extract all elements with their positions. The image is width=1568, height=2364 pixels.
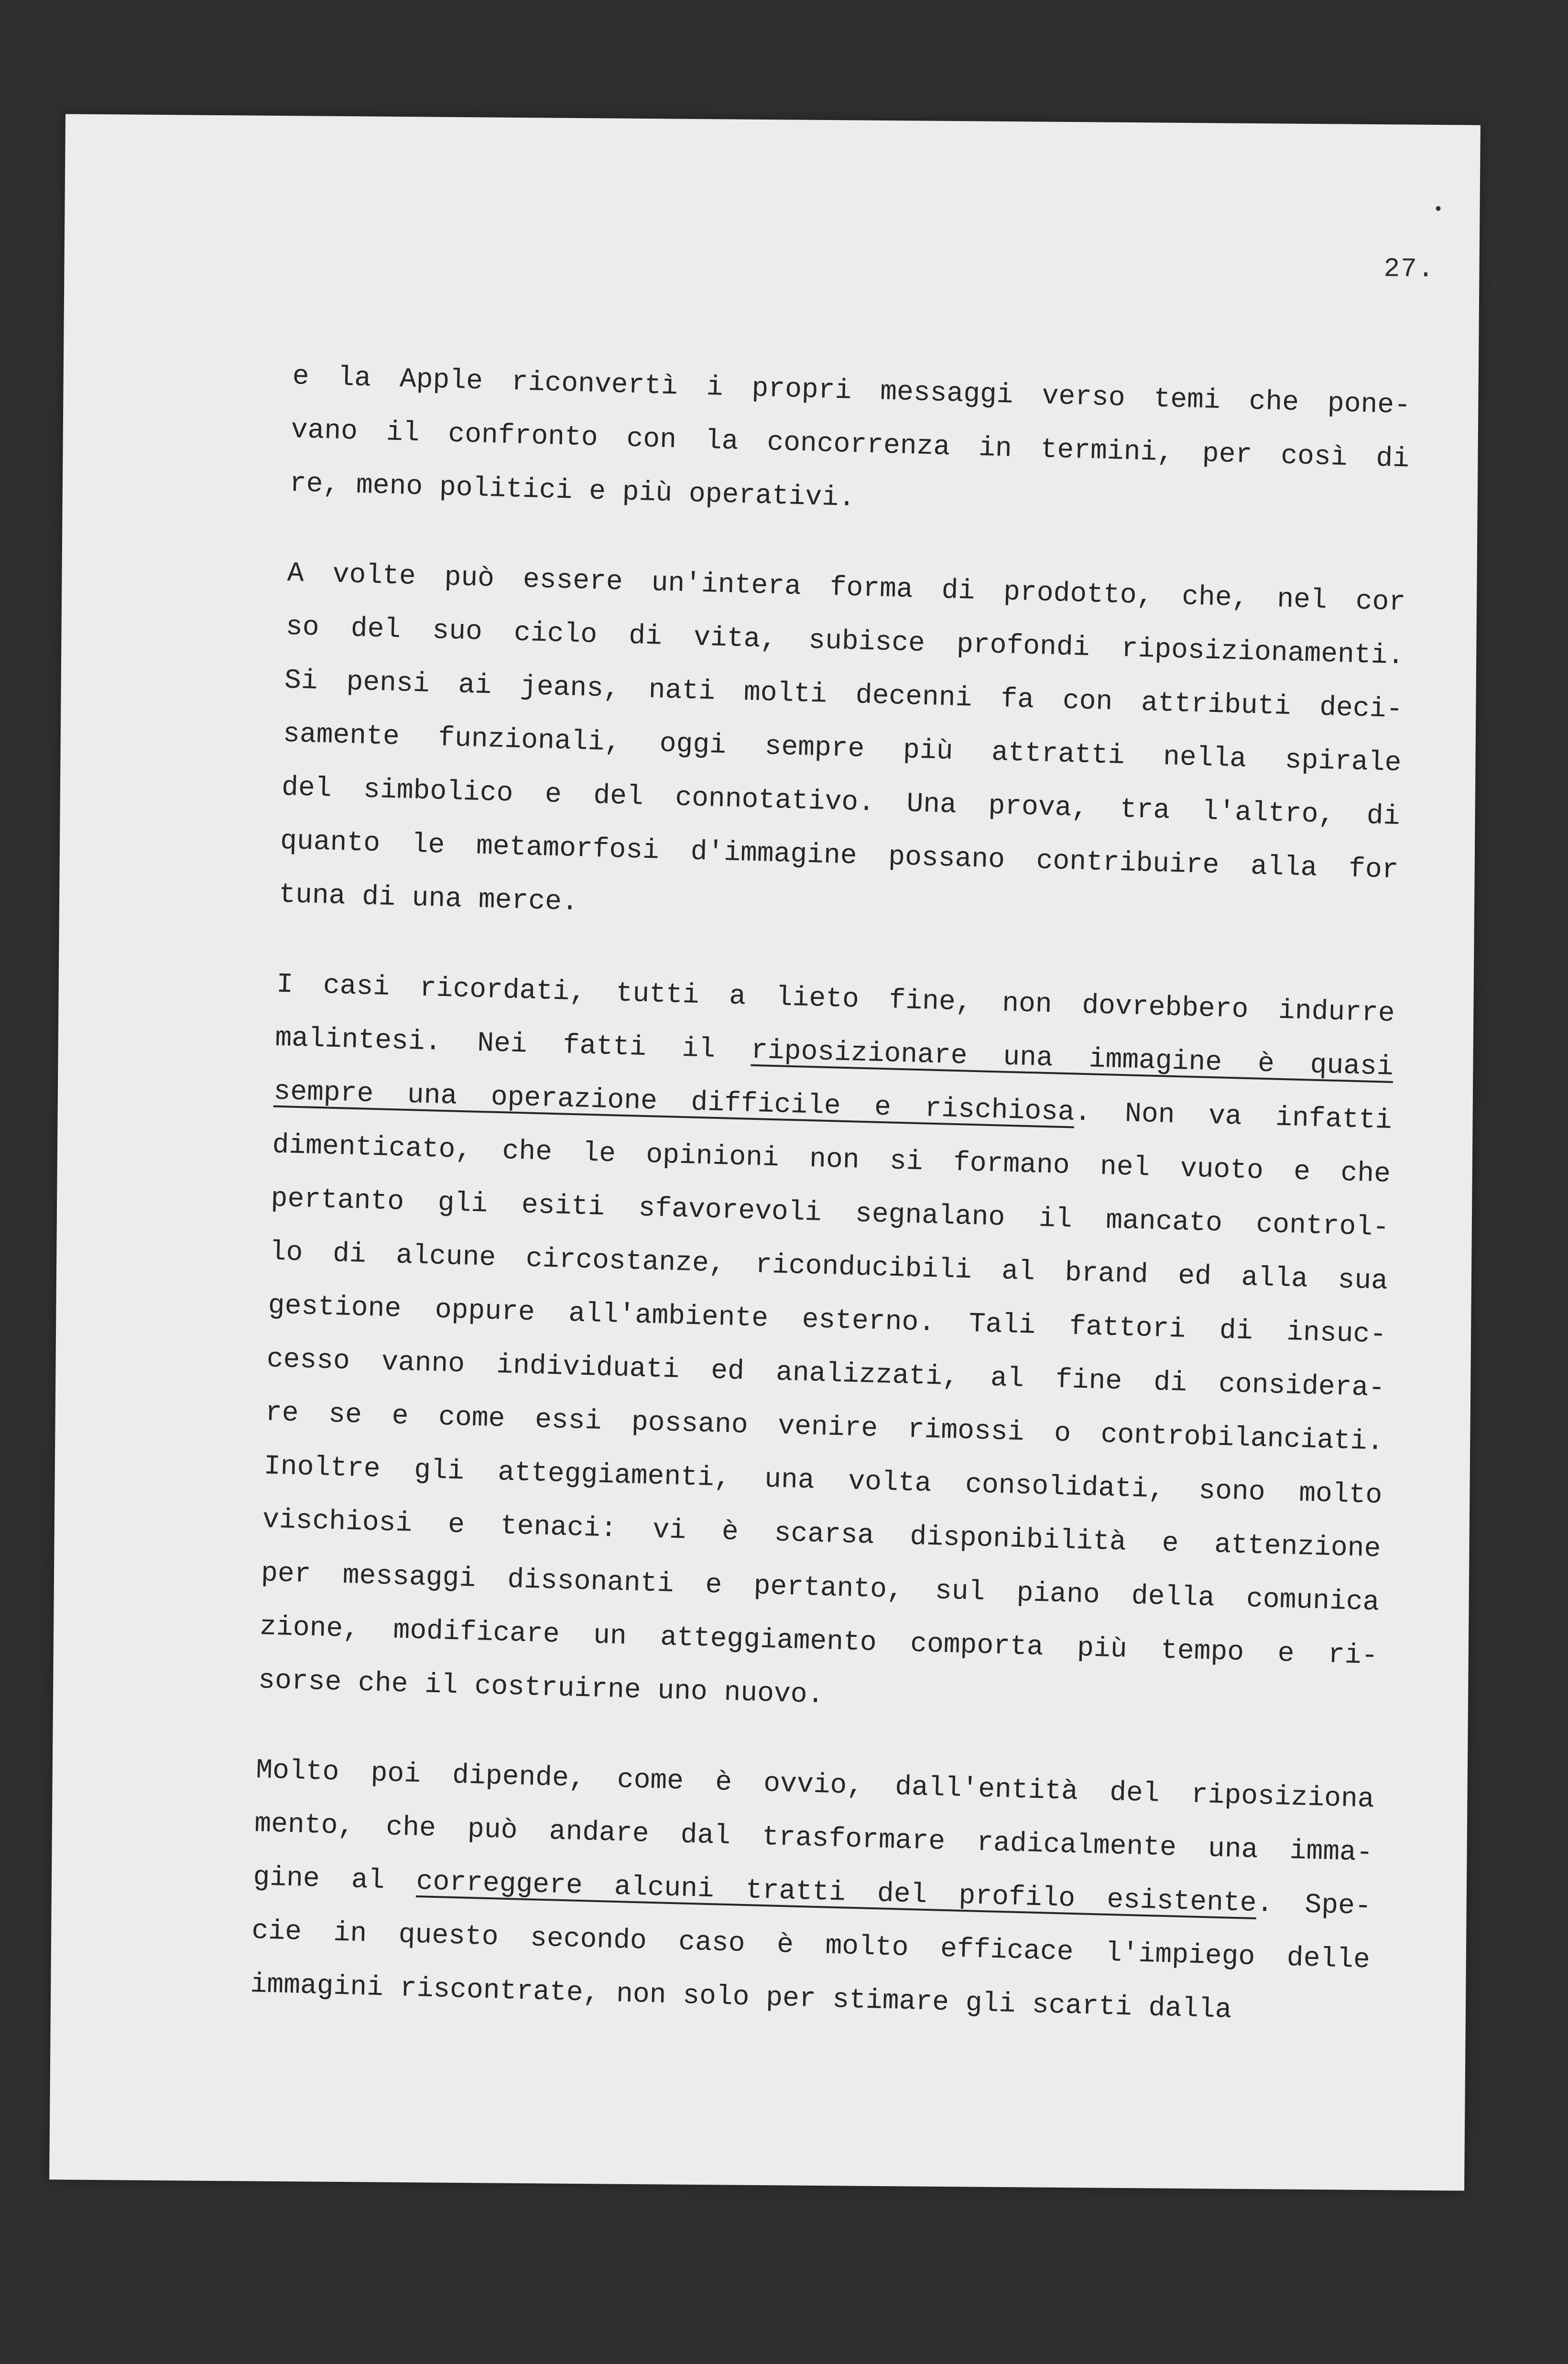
text-segment: gestione oppure all'ambiente esterno. Tali fattori di insuc- — [267, 1290, 1387, 1351]
text-segment: cesso vanno individuati ed analizzati, al fine di considera- — [266, 1344, 1385, 1404]
text-segment: vano il confronto con la concorrenza in termini, per così di — [290, 415, 1410, 475]
underlined-text: correggere alcuni tratti del profilo esistente — [415, 1866, 1257, 1920]
text-segment: . Non va infatti — [1074, 1097, 1393, 1137]
text-segment: tuna di una merce. — [278, 879, 579, 919]
text-segment: zione, modificare un atteggiamento comporta più tempo e ri- — [259, 1611, 1379, 1672]
text-segment: malintesi. Nei fatti il — [274, 1022, 751, 1066]
text-segment: sorse che il costruirne uno nuovo. — [258, 1665, 825, 1711]
text-segment: vischiosi e tenaci: vi è scarsa disponibilità e attenzione — [262, 1504, 1382, 1565]
text-segment: gine al — [252, 1862, 417, 1898]
paragraph — [250, 1744, 1375, 2041]
text-segment: per messaggi dissonanti e pertanto, sul piano della comunica — [261, 1558, 1380, 1619]
text-segment: . Spe- — [1256, 1888, 1372, 1923]
body-text — [249, 350, 1411, 2077]
underlined-text: sempre una operazione difficile e rischiosa — [273, 1076, 1075, 1128]
text-segment: re se e come essi possano venire rimossi o controbilanciati. — [265, 1397, 1384, 1458]
text-segment: immagini riscontrate, non solo per stimare gli scarti dalla — [250, 1969, 1232, 2026]
text-segment: mento, che può andare dal trasformare radicalmente una imma- — [254, 1808, 1373, 1869]
speck-mark — [1493, 279, 1498, 284]
text-segment: Molto poi dipende, come è ovvio, dall'entità del riposiziona — [255, 1755, 1375, 1816]
text-segment: lo di alcune circostanze, riconducibili al brand ed alla sua — [269, 1237, 1388, 1297]
text-segment: re, meno politici e più operativi. — [289, 468, 856, 514]
text-segment: I casi ricordati, tutti a lieto fine, non dovrebbero indurre — [276, 969, 1395, 1029]
paragraph — [258, 958, 1395, 1737]
text-segment: Inoltre gli atteggiamenti, una volta consolidati, sono molto — [263, 1451, 1383, 1511]
document-page — [49, 114, 1481, 2190]
text-segment: dimenticato, che le opinioni non si formano nel vuoto e che — [272, 1129, 1391, 1190]
text-segment: quanto le metamorfosi d'immagine possano contribuire alla for — [280, 825, 1399, 886]
text-segment: Si pensi ai jeans, nati molti decenni fa con attributi deci- — [284, 665, 1404, 726]
text-segment: e la Apple riconvertì i propri messaggi verso temi che pone- — [292, 361, 1411, 422]
page-number: 27. — [1383, 253, 1435, 285]
text-segment: samente funzionali, oggi sempre più attratti nella spirale — [283, 718, 1402, 779]
text-segment: pertanto gli esiti sfavorevoli segnalano il mancato control- — [270, 1183, 1390, 1244]
text-segment: del simbolico e del connotativo. Una prova, tra l'altro, di — [281, 772, 1401, 833]
paragraph — [289, 350, 1411, 540]
paragraph — [278, 547, 1406, 951]
text-segment: so del suo ciclo di vita, subisce profondi riposizionamenti. — [285, 612, 1405, 672]
text-segment: cie in questo secondo caso è molto efficace l'impiego delle — [251, 1915, 1371, 1976]
speck-mark — [1436, 206, 1441, 211]
text-segment: A volte può essere un'intera forma di prodotto, che, nel cor — [287, 558, 1406, 619]
underlined-text: riposizionare una immagine è quasi — [751, 1035, 1394, 1083]
